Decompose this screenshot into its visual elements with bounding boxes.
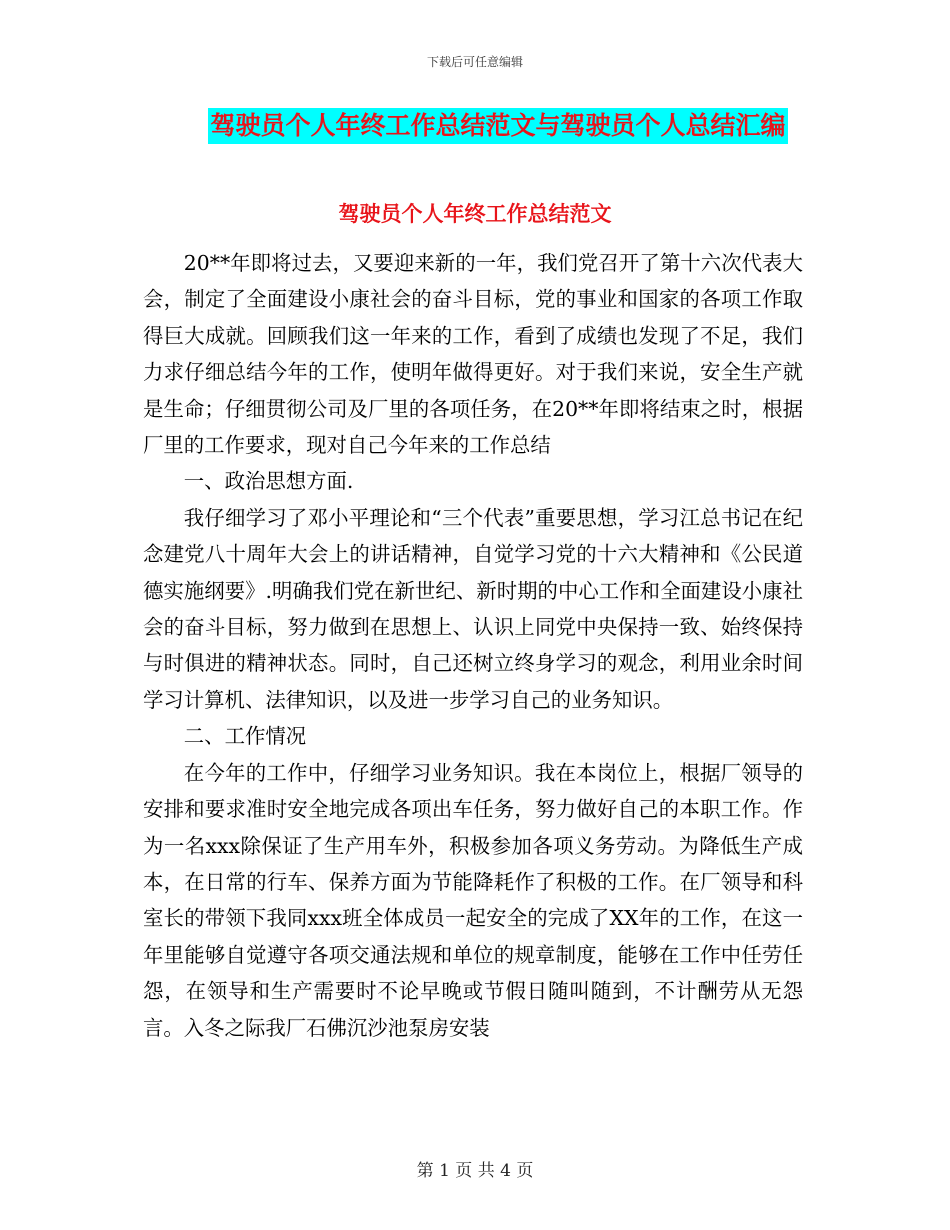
paragraph-political: 我仔细学习了邓小平理论和“三个代表”重要思想，学习江总书记在纪念建党八十周年大会上的讲话精神，自觉学习党的十六大精神和《公民道德实施纲要》.明确我们党在新世纪、新时期的中心工作和全面建设小康社会的奋斗目标，努力做到在思想上、认识上同党中央保持一致、始终保持与时俱进的精神状态。同时，自己还树立终身学习的观念，利用业余时间学习计算机、法律知识，以及进一步学习自己的业务知识。: [143, 505, 803, 712]
paragraph-intro: 20**年即将过去，又要迎来新的一年，我们党召开了第十六次代表大会，制定了全面建设小康社会的奋斗目标，党的事业和国家的各项工作取得巨大成就。回顾我们这一年来的工作，看到了成绩也发现了不足，我们力求仔细总结今年的工作，使明年做得更好。对于我们来说，安全生产就是生命；仔细贯彻公司及厂里的各项任务，在20**年即将结束之时，根据厂里的工作要求，现对自己今年来的工作总结: [143, 251, 803, 458]
document-title-wrapper: [0, 108, 950, 144]
document-title: 驾驶员个人年终工作总结范文与驾驶员个人总结汇编: [208, 108, 787, 144]
document-body: [143, 245, 803, 1046]
header-note: 下载后可任意编辑: [426, 55, 523, 69]
section-title: 驾驶员个人年终工作总结范文: [338, 202, 612, 226]
page-footer: 第 1 页 共 4 页: [416, 1161, 534, 1181]
paragraph-work: 在今年的工作中，仔细学习业务知识。我在本岗位上，根据厂领导的安排和要求准时安全地完成各项出车任务，努力做好自己的本职工作。作为一名xxx除保证了生产用车外，积极参加各项义务劳动。为降低生产成本，在日常的行车、保养方面为节能降耗作了积极的工作。在厂领导和科室长的带领下我同xxx班全体成员一起安全的完成了XX年的工作，在这一年里能够自觉遵守各项交通法规和单位的规章制度，能够在工作中任劳任怨，在领导和生产需要时不论早晚或节假日随叫随到，不计酬劳从无怨言。入冬之际我厂石佛沉沙池泵房安装: [143, 760, 803, 1040]
heading-work: 二、工作情况: [183, 724, 307, 749]
heading-political: 一、政治思想方面.: [183, 469, 354, 494]
